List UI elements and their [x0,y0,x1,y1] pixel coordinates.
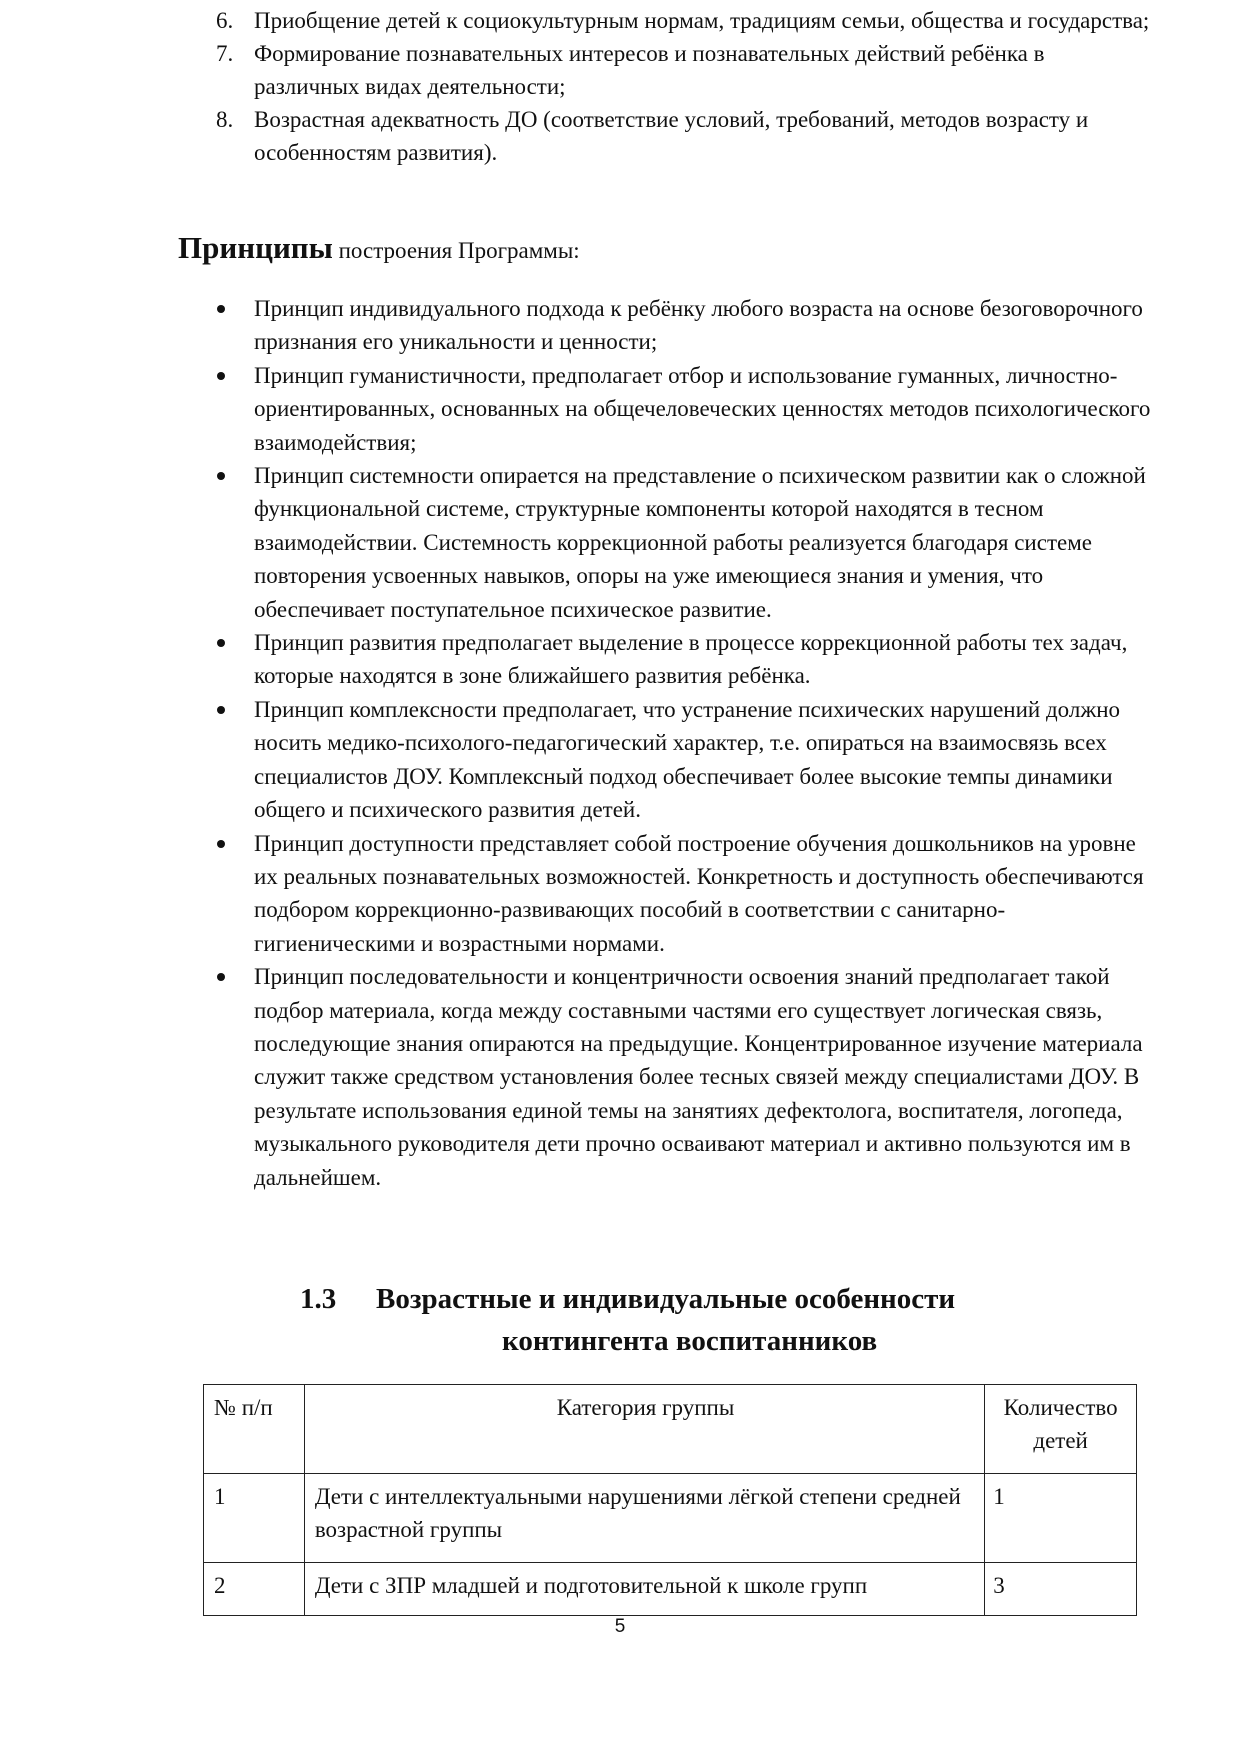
principles-heading [178,228,580,271]
principle-text: Принцип доступности представляет собой построение обучения дошкольников на уровне их реальных познавательных возможностей. Конкретность и доступность обеспечиваются подбором коррекционно-развивающих пособий в соответствии с санитарно-гигиеническими и возрастными нормами. [254,830,1144,956]
cell-category: Дети с ЗПР младшей и подготовительной к школе групп [304,1563,984,1616]
contingent-table [203,1384,1137,1616]
principles-heading-rest: построения Программы: [332,238,580,263]
principle-text: Принцип комплексности предполагает, что устранение психических нарушений должно носить медико-психолого-педагогический характер, т.е. опираться на взаимосвязь всех специалистов ДОУ. Комплексный подход обеспечивает более высокие темпы динамики общего и психического развития детей. [254,696,1121,823]
principle-item [200,960,1160,1194]
list-item [200,37,1150,103]
principle-item [200,827,1160,961]
list-item-text: Формирование познавательных интересов и познавательных действий ребёнка в различных видах деятельности; [254,41,1045,99]
table-row [204,1563,1137,1616]
section-heading [300,1278,1080,1362]
cell-category: Дети с интеллектуальными нарушениями лёгкой степени средней возрастной группы [304,1474,984,1563]
bullet-icon [217,706,225,714]
principles-list [200,292,1160,1194]
table-header-row [204,1385,1137,1474]
section-number: 1.3 [300,1283,337,1315]
column-header-number: № п/п [204,1385,305,1474]
cell-number: 2 [204,1563,305,1616]
list-item [200,103,1150,169]
bullet-icon [217,840,225,848]
cell-count: 1 [985,1474,1137,1563]
principle-item [200,693,1160,827]
principle-text: Принцип последовательности и концентричности освоения знаний предполагает такой подбор материала, когда между составными частями его существует логическая связь, последующие знания опираются на предыдущие. Концентрированное изучение материала служит также средством установления более тесных связей между специалистами ДОУ. В результате использования единой темы на занятиях дефектолога, воспитателя, логопеда, музыкального руководителя дети прочно осваивают материал и активно пользуются им в дальнейшем. [254,964,1143,1190]
section-title-line1: Возрастные и индивидуальные особенности [376,1283,956,1315]
bullet-icon [217,973,225,981]
list-item-text: Приобщение детей к социокультурным нормам, традициям семьи, общества и государства; [254,8,1150,33]
principle-text: Принцип индивидуального подхода к ребёнку любого возраста на основе безоговорочного признания его уникальности и ценности; [254,296,1143,355]
column-header-count: Количество детей [985,1385,1137,1474]
principle-item [200,626,1160,693]
bullet-icon [217,472,225,480]
list-item-text: Возрастная адекватность ДО (соответствие условий, требований, методов возрасту и особенностям развития). [254,107,1089,165]
column-header-category: Категория группы [304,1385,984,1474]
list-item-number: 7. [216,41,234,66]
list-item [200,4,1150,37]
page-number: 5 [614,1616,626,1637]
principle-item [200,359,1160,459]
bullet-icon [217,639,225,647]
principle-text: Принцип системности опирается на представление о психическом развитии как о сложной функциональной системе, структурные компоненты которой находятся в тесном взаимодействии. Системность коррекционной работы реализуется благодаря системе повторения усвоенных навыков, опоры на уже имеющиеся знания и умения, что обеспечивает поступательное психическое развитие. [254,463,1146,622]
principle-text: Принцип гуманистичности, предполагает отбор и использование гуманных, личностно-ориентированных, основанных на общечеловеческих ценностях методов психологического взаимодействия; [254,362,1151,455]
list-item-number: 6. [216,8,234,33]
bullet-icon [217,305,225,313]
bullet-icon [217,372,225,380]
cell-count: 3 [985,1563,1137,1616]
cell-number: 1 [204,1474,305,1563]
principle-text: Принцип развития предполагает выделение в процессе коррекционной работы тех задач, которые находятся в зоне ближайшего развития ребёнка. [254,630,1128,689]
table-row [204,1474,1137,1563]
principles-heading-bold: Принципы [178,230,333,265]
list-item-number: 8. [216,107,234,132]
numbered-list [200,4,1150,169]
section-title-line2: контингента воспитанников [502,1325,878,1357]
principle-item [200,292,1160,359]
principle-item [200,459,1160,626]
